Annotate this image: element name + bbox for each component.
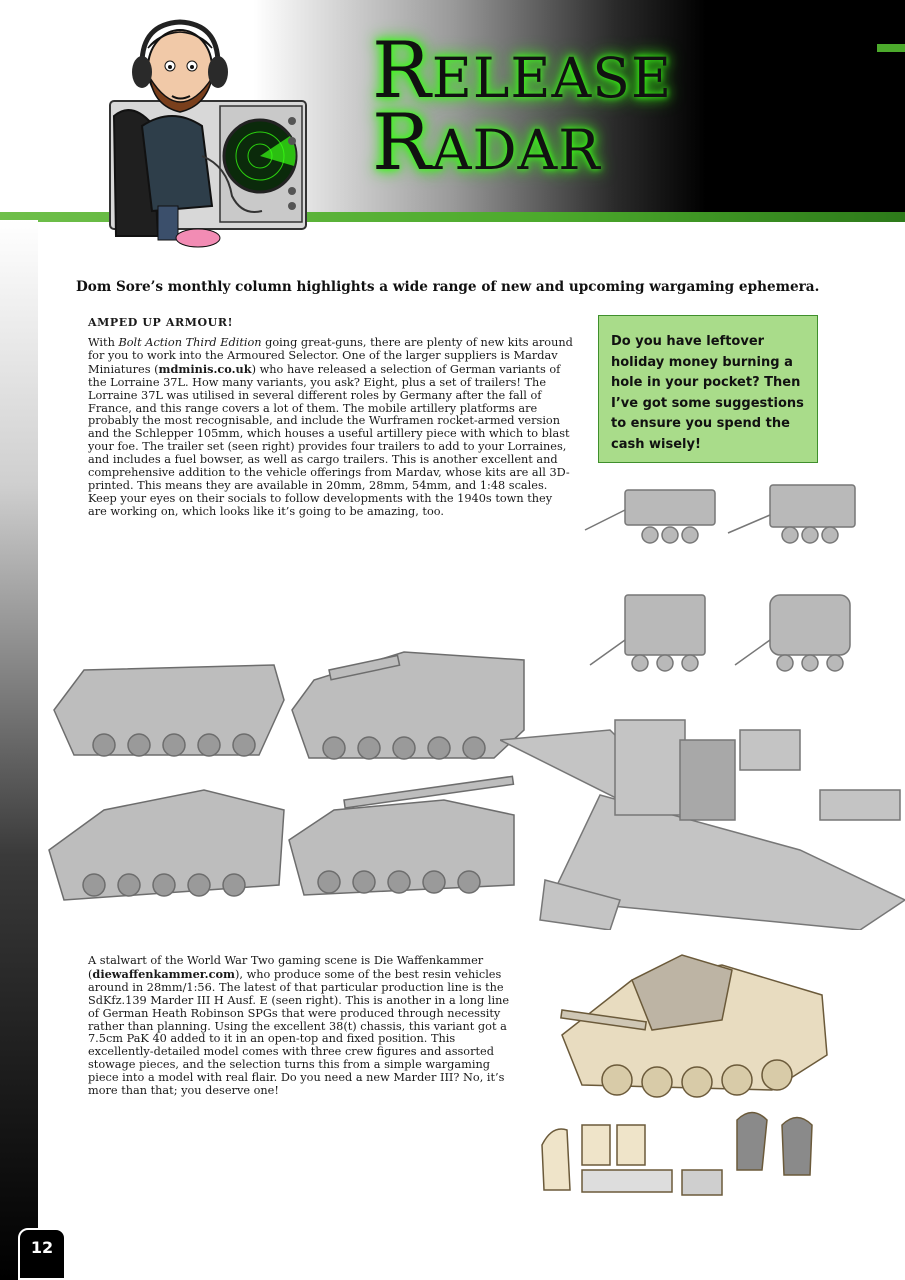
title-line-radar: Radar (372, 97, 601, 188)
header-accent-tick (877, 44, 905, 52)
text-fragment: going great-guns, there are plenty of new kits around for you to work into the Armoured Selector. One of the larger suppliers is Mardav Miniatures ( (88, 336, 573, 376)
radar-operator-illustration (102, 6, 312, 251)
body-paragraph-waffenkammer (88, 955, 514, 1098)
town-scenery-photo (500, 700, 905, 930)
page-title (372, 26, 673, 188)
lorraine-variants-photo (44, 640, 532, 920)
body-paragraph-mardav (88, 337, 574, 519)
website-link[interactable]: mdminis.co.uk (158, 361, 252, 376)
website-link[interactable]: diewaffenkammer.com (92, 966, 235, 981)
intro-text: Dom Sore’s monthly column highlights a wide range of new and upcoming wargaming ephemera. (76, 279, 820, 295)
marder-iii-photo (522, 950, 847, 1205)
section-heading: AMPED UP ARMOUR! (88, 316, 234, 329)
title-line-release: Release (372, 26, 673, 116)
text-fragment: ) who have released a selection of German variants of the Lorraine 37L. How many variants, you ask? Eight, plus a set of trailers! The Lorraine 37L was utilised in several different roles by Germany after the fall of France, and this range covers a lot of them. The mobile artillery platforms are probably the most recognisable, and include the Wurframen rocket-armed version and the Schlepper 105mm, which houses a useful artillery piece with which to blast your foe. The trailer set (seen right) provides four trailers to add to your Lorraines, and includes a fuel bowser, as well as cargo trailers. This is another excellent and comprehensive addition to the vehicle offerings from Mardav, whose kits are all 3D-printed. This means they are available in 20mm, 28mm, 54mm, and 1:48 scales. Keep your eyes on their socials to follow developments with the 1940s town they are working on, which looks like it’s going to be amazing, too. (88, 362, 570, 518)
text-fragment: A stalwart of the World War Two gaming scene is Die Waffenkammer ( (88, 954, 484, 981)
callout-box: Do you have leftover holiday money burning a hole in your pocket? Then I’ve got some suggestions to ensure you spend the cash wisely! (598, 315, 818, 463)
page-number: 12 (18, 1228, 66, 1280)
text-fragment: ), who produce some of the best resin vehicles around in 28mm/1:56. The latest of that particular production line is the SdKfz.139 Marder III H Ausf. E (seen right). This is another in a long line of German Heath Robinson SPGs that were produced through necessity rather than planning. Using the excellent 38(t) chassis, this variant got a 7.5cm PaK 40 added to it in an open-top and fixed position. This excellently-detailed model comes with three crew figures and assorted stowage pieces, and the selection turns this from a simple wargaming piece into a model with real flair. Do you need a new Marder III? No, it’s more than that; you deserve one! (88, 967, 510, 1098)
text-fragment: With (88, 336, 119, 349)
trailer-set-photo (580, 475, 875, 685)
page-edge-gradient (0, 220, 38, 1280)
italic-title: Bolt Action Third Edition (118, 336, 262, 349)
